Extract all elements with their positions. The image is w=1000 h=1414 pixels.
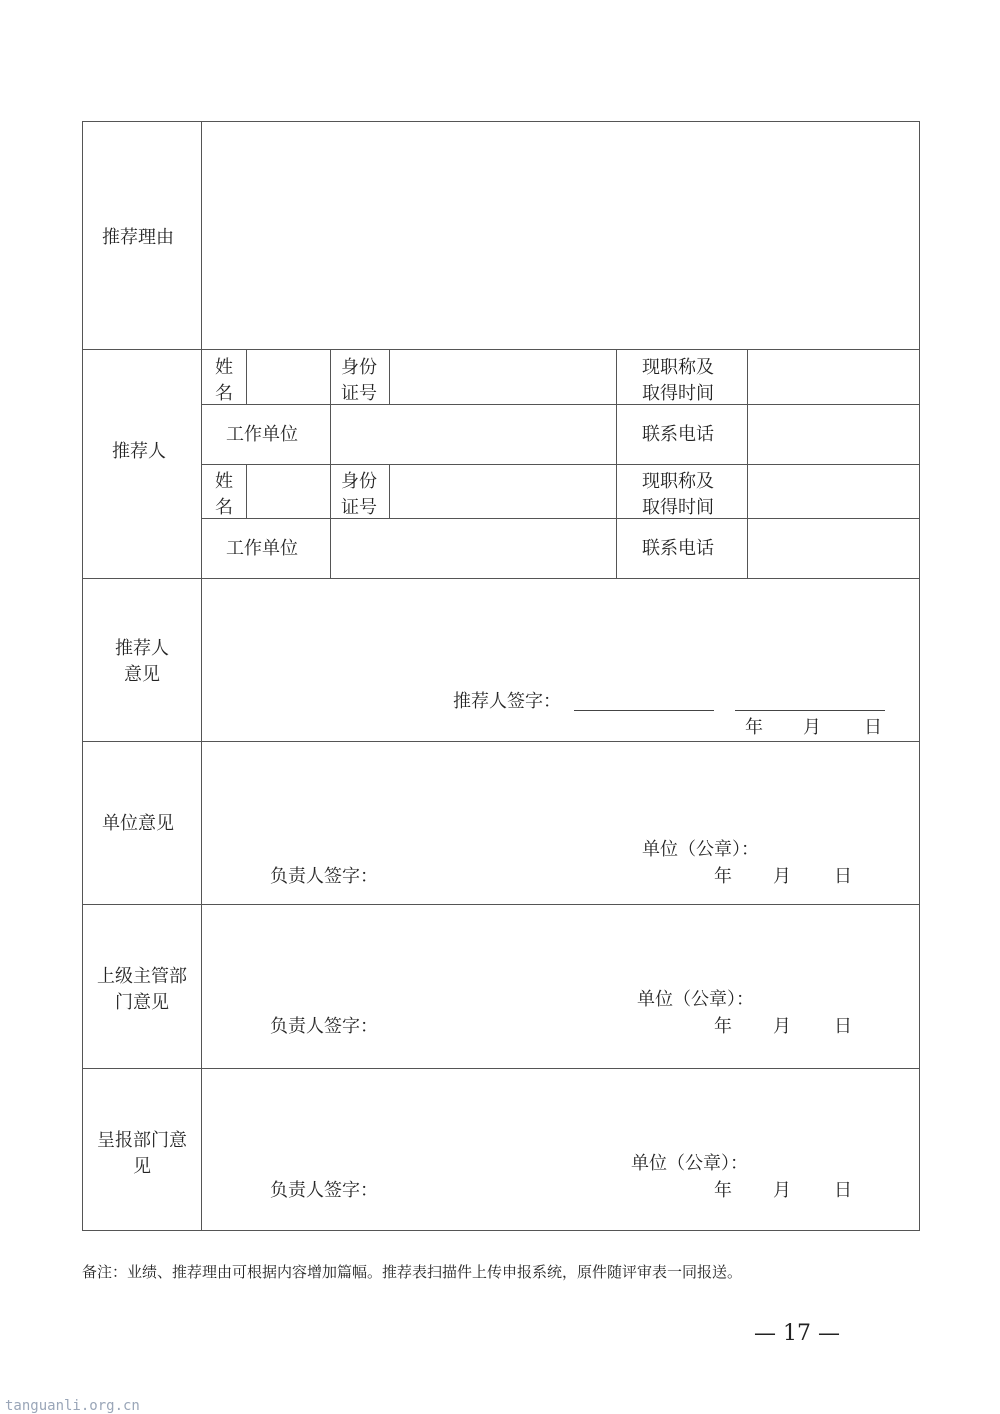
rec2-name-label: 姓 名 — [215, 471, 233, 518]
rec2-phone-label: 联系电话 — [642, 538, 714, 559]
submit-opinion-label: 呈报部门意 见 — [97, 1130, 187, 1177]
rec-opinion-label: 推荐人 意见 — [115, 638, 169, 685]
unit-opinion-sign: 负责人签字： — [270, 866, 378, 887]
unit-opinion-day: 日 — [834, 866, 852, 887]
rec2-work-unit-label: 工作单位 — [226, 538, 298, 559]
submit-opinion-day: 日 — [834, 1180, 852, 1201]
rec2-work-unit-field[interactable] — [331, 519, 616, 578]
submit-opinion-year: 年 — [714, 1180, 732, 1201]
superior-opinion-label: 上级主管部 门意见 — [97, 966, 187, 1013]
unit-opinion-month: 月 — [773, 866, 791, 887]
rec-date-year: 年 — [745, 717, 763, 738]
page-number: — 17 — — [754, 1321, 840, 1346]
superior-opinion-day: 日 — [834, 1016, 852, 1037]
rec1-work-unit-label: 工作单位 — [226, 424, 298, 445]
unit-opinion-label: 单位意见 — [102, 813, 174, 834]
recommender-label: 推荐人 — [112, 441, 166, 462]
rec1-title-label: 现职称及 取得时间 — [642, 357, 714, 404]
rec2-id-field[interactable] — [390, 465, 616, 518]
rec2-title-label: 现职称及 取得时间 — [642, 471, 714, 518]
submit-opinion-month: 月 — [773, 1180, 791, 1201]
superior-opinion-month: 月 — [773, 1016, 791, 1037]
superior-opinion-sign: 负责人签字： — [270, 1016, 378, 1037]
rec1-name-field[interactable] — [247, 350, 330, 404]
footer-note: 备注：业绩、推荐理由可根据内容增加篇幅。推荐表扫描件上传申报系统，原件随评审表一同报送。 — [82, 1263, 743, 1281]
unit-opinion-year: 年 — [714, 866, 732, 887]
rec1-work-unit-field[interactable] — [331, 405, 616, 464]
unit-opinion-seal: 单位（公章）： — [642, 839, 759, 860]
rec1-id-label: 身份 证号 — [341, 357, 377, 404]
rec2-id-label: 身份 证号 — [341, 471, 377, 518]
watermark-text: tanguanli.org.cn — [5, 1398, 140, 1414]
rec-date-line[interactable] — [735, 710, 885, 711]
rec-date-day: 日 — [864, 717, 882, 738]
submit-opinion-sign: 负责人签字： — [270, 1180, 378, 1201]
reason-field[interactable] — [202, 122, 919, 349]
rec1-id-field[interactable] — [390, 350, 616, 404]
rec-sign-label: 推荐人签字： — [453, 691, 561, 712]
rec-sign-line[interactable] — [574, 710, 714, 711]
rec-date-month: 月 — [803, 717, 821, 738]
superior-opinion-seal: 单位（公章）： — [637, 989, 754, 1010]
submit-opinion-seal: 单位（公章）： — [631, 1153, 748, 1174]
rec1-phone-label: 联系电话 — [642, 424, 714, 445]
rec2-title-field[interactable] — [748, 465, 919, 518]
superior-opinion-year: 年 — [714, 1016, 732, 1037]
rec1-phone-field[interactable] — [748, 405, 919, 464]
rec1-title-field[interactable] — [748, 350, 919, 404]
rec2-phone-field[interactable] — [748, 519, 919, 578]
rec2-name-field[interactable] — [247, 465, 330, 518]
rec1-name-label: 姓 名 — [215, 357, 233, 404]
reason-label: 推荐理由 — [102, 227, 174, 248]
